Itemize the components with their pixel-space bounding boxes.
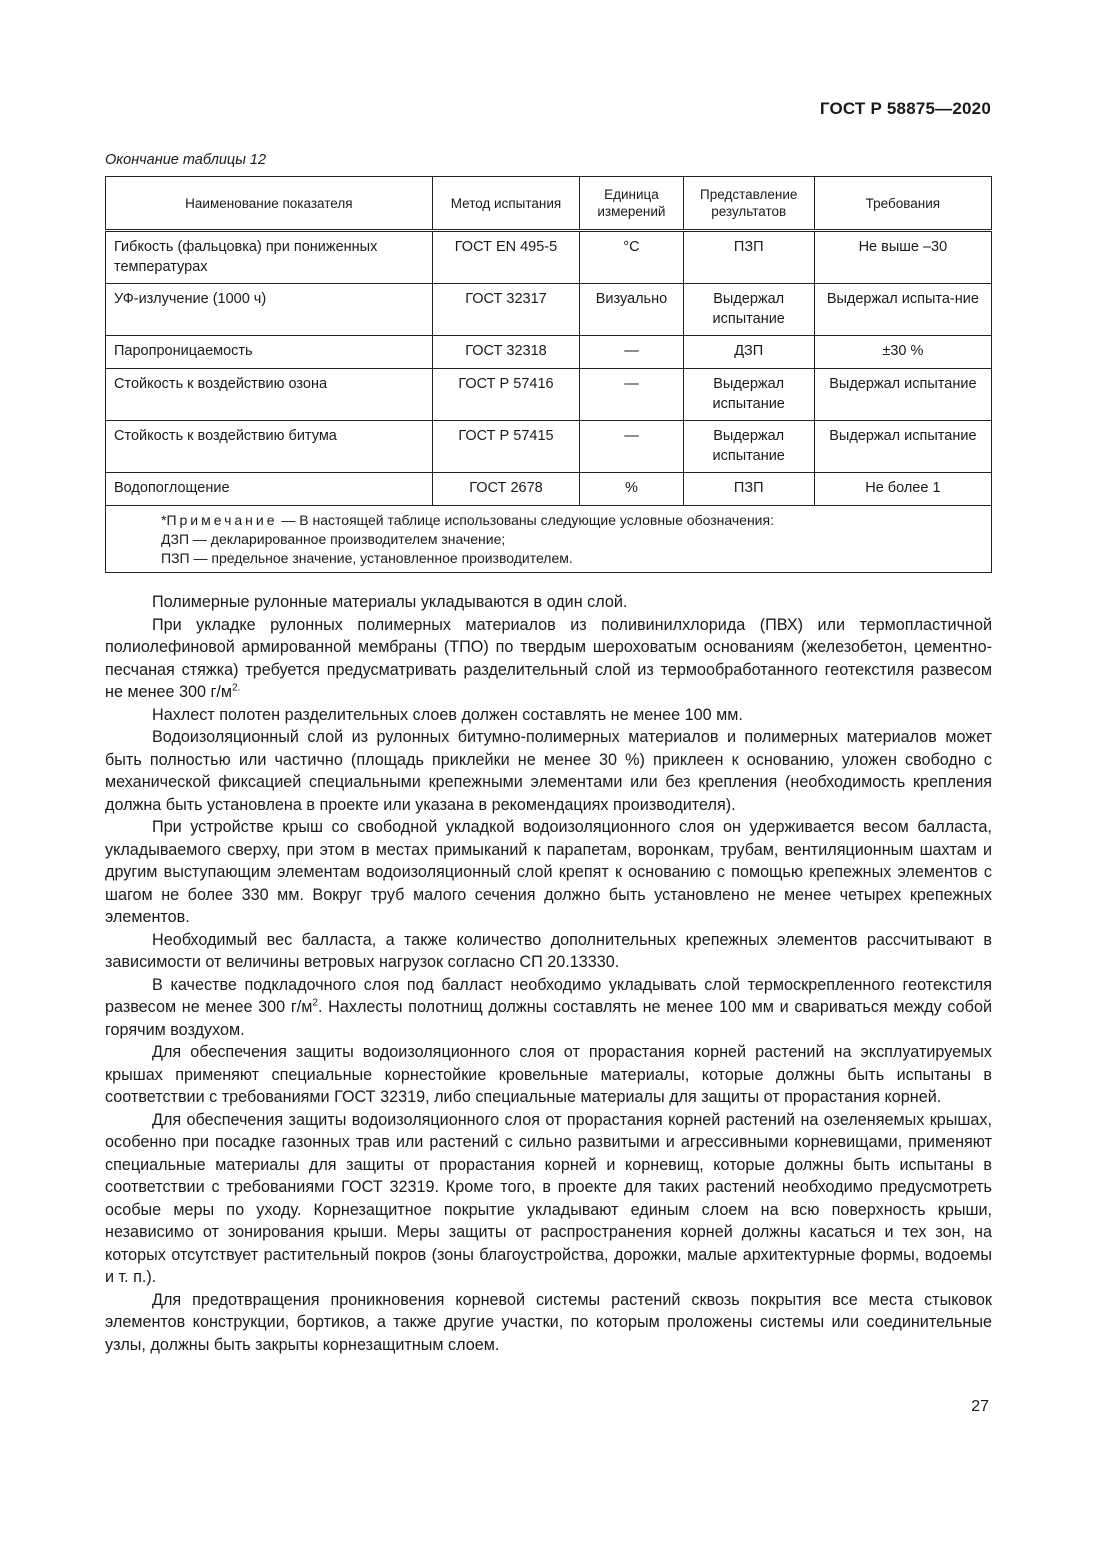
table-cell: ГОСТ 32318 <box>432 336 579 369</box>
table-cell: Гибкость (фальцовка) при пониженных температурах <box>106 231 433 284</box>
table-row <box>106 369 992 421</box>
table-cell: ДЗП <box>683 336 814 369</box>
table-cell: — <box>580 421 683 473</box>
table-cell: ГОСТ 2678 <box>432 473 579 506</box>
table-cell: — <box>580 369 683 421</box>
table-cell: — <box>580 336 683 369</box>
paragraph: Для обеспечения защиты водоизоляционного слоя от прорастания корней растений на озеленяемых крышах, особенно при посадке газонных трав или растений с сильно развитыми и агрессивными корневищами, применяют специальные материалы для защиты от прорастания корней и корневищ, которые должны быть испытаны в соответствии с требованиями ГОСТ 32319. Кроме того, в проекте для таких растений необходимо предусмотреть особые меры по уходу. Корнезащитное покрытие укладывают единым слоем на всю поверхность крыши, независимо от зонирования крыши. Меры защиты от распространения корней должны касаться и тех зон, на которых отсутствует растительный покров (зоны благоустройства, дорожки, малые архитектурные формы, водоемы и т. п.). <box>105 1110 992 1286</box>
table-cell: Визуально <box>580 284 683 336</box>
note-intro <box>161 511 983 530</box>
table-row <box>106 231 992 284</box>
paragraph-text: В качестве подкладочного слоя под балласт необходимо укладывать слой термоскрепленного геотекстиля развесом не менее 300 г/м <box>105 975 992 1016</box>
table-cell: Выдержал испытание <box>683 284 814 336</box>
paragraph: Для обеспечения защиты водоизоляционного слоя от прорастания корней растений на эксплуатируемых крышах применяют специальные корнестойкие кровельные материалы, которые должны быть испытаны в соответствии с требованиями ГОСТ 32319, либо специальные материалы для защиты от прорастания корней. <box>105 1043 992 1106</box>
document-id: ГОСТ Р 58875—2020 <box>819 99 991 118</box>
table-cell: ПЗП <box>683 473 814 506</box>
paragraph: Необходимый вес балласта, а также количество дополнительных крепежных элементов рассчитывают в зависимости от величины ветровых нагрузок согласно СП 20.13330. <box>105 930 992 971</box>
table-cell: Выдержал испытание <box>683 421 814 473</box>
superscript: 2 <box>312 997 318 1009</box>
column-header: Представление результатов <box>683 177 814 231</box>
superscript: 2. <box>232 682 241 694</box>
table-row <box>106 284 992 336</box>
table-cell: ±30 % <box>814 336 991 369</box>
paragraph: Для предотвращения проникновения корневой системы растений сквозь покрытия все места стыковок элементов конструкции, бортиков, а также другие участки, по которым проложены системы или соединительные узлы, должны быть закрыты корнезащитным слоем. <box>105 1290 992 1354</box>
table-note-row <box>106 506 992 573</box>
table-cell: Выдержал испытание <box>814 369 991 421</box>
table-cell: Выдержал испытание <box>683 369 814 421</box>
column-header: Метод испытания <box>432 177 579 231</box>
table-cell: ПЗП <box>683 231 814 284</box>
table-row <box>106 336 992 369</box>
table-cell: % <box>580 473 683 506</box>
column-header: Единица измерений <box>580 177 683 231</box>
paragraph <box>105 974 992 1042</box>
table-cell: ГОСТ EN 495-5 <box>432 231 579 284</box>
table-cell: Водопоглощение <box>106 473 433 506</box>
body-text <box>105 591 992 1356</box>
table-cell: Стойкость к воздействию битума <box>106 421 433 473</box>
table-note <box>106 506 992 573</box>
paragraph: Водоизоляционный слой из рулонных битумно-полимерных материалов и полимерных материалов может быть полностью или частично (площадь приклейки не менее 30 %) приклеен к основанию, уложен свободно с механической фиксацией специальными крепежными элементами или без крепления (необходимость крепления должна быть установлена в проекте или указана в рекомендациях производителя). <box>105 728 992 814</box>
table-cell: УФ-излучение (1000 ч) <box>106 284 433 336</box>
paragraph <box>105 614 992 704</box>
table-cell: °С <box>580 231 683 284</box>
paragraph-text: При укладке рулонных полимерных материалов из поливинилхлорида (ПВХ) или термопластичной полиолефиновой армированной мембраны (ТПО) по твердым шероховатым основаниям (железобетон, цементно-песчаная стяжка) требуется предусматривать разделительный слой из термообработанного геотекстиля развесом не менее 300 г/м <box>105 615 992 701</box>
table-cell: ГОСТ Р 57415 <box>432 421 579 473</box>
note-label: Примечание <box>166 512 278 528</box>
table-cell: Не выше –30 <box>814 231 991 284</box>
note-asterisk: * <box>161 512 167 528</box>
table-cell: ГОСТ 32317 <box>432 284 579 336</box>
paragraph: Нахлест полотен разделительных слоев должен составлять не менее 100 мм. <box>152 705 743 724</box>
column-header: Наименование показателя <box>106 177 433 231</box>
table-header-row <box>106 177 992 231</box>
page-number: 27 <box>971 1398 989 1415</box>
table-caption: Окончание таблицы 12 <box>105 152 267 168</box>
paragraph: Полимерные рулонные материалы укладываются в один слой. <box>152 593 628 611</box>
table-row <box>106 421 992 473</box>
table-row <box>106 473 992 506</box>
table-cell: Не более 1 <box>814 473 991 506</box>
table-cell: Стойкость к воздействию озона <box>106 369 433 421</box>
requirements-table <box>105 176 992 573</box>
table-cell: ГОСТ Р 57416 <box>432 369 579 421</box>
table-cell: Выдержал испыта-ние <box>814 284 991 336</box>
note-line: ПЗП — предельное значение, установленное производителем. <box>161 550 573 566</box>
table-cell: Выдержал испытание <box>814 421 991 473</box>
paragraph: При устройстве крыш со свободной укладкой водоизоляционного слоя он удерживается весом балласта, укладываемого сверху, при этом в местах примыканий к парапетам, воронкам, трубам, вентиляционным шахтам и другим выступающим элементам водоизоляционный слой крепят к основанию с помощью крепежных элементов с шагом не более 330 мм. Вокруг труб малого сечения должно быть установлено не менее четырех крепежных элементов. <box>105 818 992 926</box>
note-line: ДЗП — декларированное производителем значение; <box>161 531 506 547</box>
note-intro-text: — В настоящей таблице использованы следующие условные обозначения: <box>277 512 774 528</box>
column-header: Требования <box>814 177 991 231</box>
table-cell: Паропроницаемость <box>106 336 433 369</box>
paragraph-text: . Нахлесты полотнищ должны составлять не менее 100 мм и свариваться между собой горячим воздухом. <box>105 998 992 1039</box>
